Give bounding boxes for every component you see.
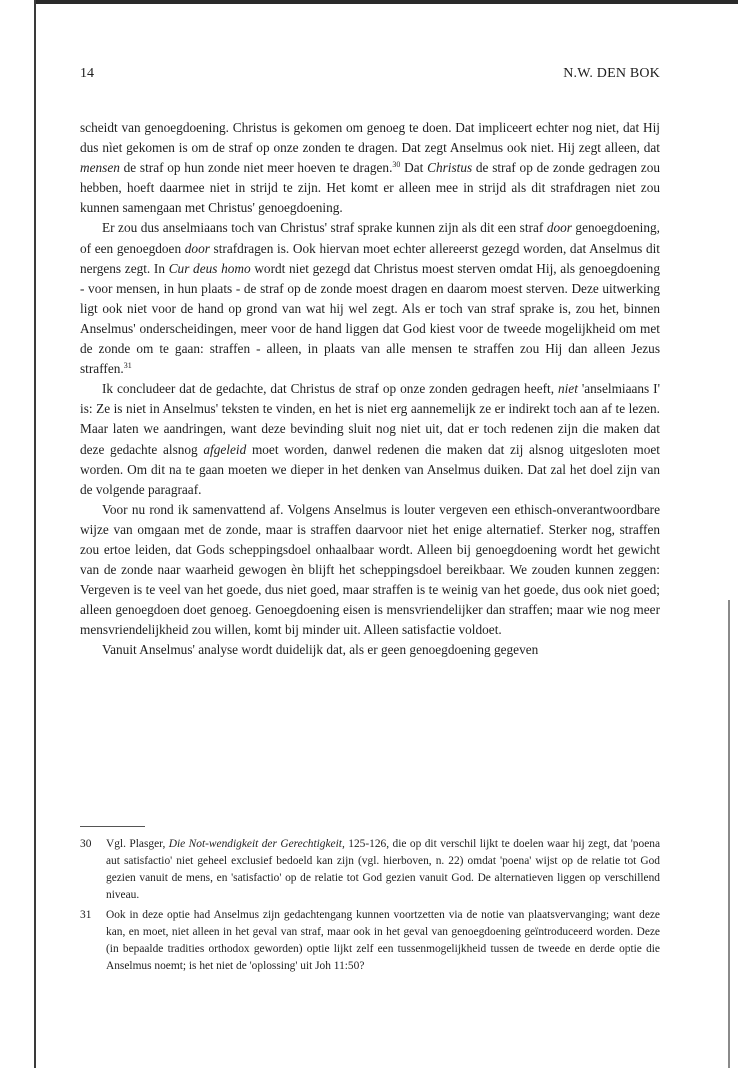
text-run: Voor nu rond ik samenvattend af. Volgens Anselmus is louter vergeven een ethisch-onverantwoordbare wijze van omgaan met de zonde, maar is straffen daarvoor niet het enige alternatief. Sterker nog, straffen zou ertoe leiden, dat Gods scheppingsdoel onhaalbaar wordt. Alleen bij genoegdoening wordt het gewicht van de zonde naar waarheid gewogen èn blijft het scheppingsdoel bereikbaar. We zouden kunnen zeggen: Vergeven is te veel van het goede, dus niet goed, maar straffen is te weinig van het goede, dus ook niet goed; alleen genoegdoen doet genoeg. Genoegdoening eisen is mensvriendelijker dan straffen; maar wie nog meer mensvriendelijkheid zou willen, komt bij minder uit. Alleen satisfactie voldoet. xyxy=(80,501,660,638)
footnote xyxy=(80,907,660,975)
footnote-ref: 30 xyxy=(392,160,401,170)
text-run: de straf op hun zonde niet meer hoeven te dragen. xyxy=(119,160,393,176)
text-run: Ook in deze optie had Anselmus zijn gedachtengang kunnen voortzetten via de notie van plaatsvervanging; want deze kan, en moet, niet alleen in het geval van straf, maar ook in het geval van genoegdoening geïntroduceerd worden. Deze (in bepaalde tradities orthodox geworden) optie lijkt zelf een tussenmogelijkheid tussen de tweede en derde optie die Anselmus noemt; is het niet de 'oplossing' uit Joh 11:50? xyxy=(106,909,660,972)
italic-text: Die Not-wendigkeit der Gerechtigkeit, xyxy=(168,838,345,850)
text-run: Er zou dus anselmiaans toch van Christus' straf sprake kunnen zijn als dit een straf xyxy=(102,220,547,236)
footnote-text xyxy=(106,909,660,972)
text-run: Vanuit Anselmus' analyse wordt duidelijk dat, als er geen genoegdoening gegeven xyxy=(102,642,539,658)
text-run: de straf op de zonde gedragen zou hebben, hoeft daarmee niet in strijd te zijn. Het komt er alleen mee in strijd als dit strafdragen niet zou kunnen samengaan met Christus' genoegdoening. xyxy=(80,160,661,216)
page-number: 14 xyxy=(80,66,94,81)
text-run: Ik concludeer dat de gedachte, dat Christus de straf op onze zonden gedragen heeft, xyxy=(102,381,558,397)
text-run: genoegdoening, of een genoegdoen xyxy=(80,220,660,256)
scan-border-top xyxy=(36,0,738,4)
italic-text: mensen xyxy=(80,160,120,176)
footnote-text xyxy=(106,838,660,901)
text-run: wordt niet gezegd dat Christus moest sterven omdat Hij, als genoegdoening - voor mensen, in hun plaats - de straf op de zonde moest dragen en daarom moest sterven. Deze uitwerking ligt ook niet voor de hand op grond van wat hij wel zegt. Als er toch van straf sprake is, zou het, binnen Anselmus' onderscheidingen, meer voor de hand liggen dat God kiest voor de tweede mogelijkheid om met de zonde om te gaan: straffen - alleen, in plaats van alle mensen te straffen zou Hij dan alleen Jezus straffen. xyxy=(80,260,660,377)
page-header xyxy=(80,66,660,86)
footnotes xyxy=(80,836,660,978)
running-head: N.W. DEN BOK xyxy=(563,66,660,81)
paragraph xyxy=(80,640,660,660)
italic-text: afgeleid xyxy=(203,441,247,457)
italic-text: Christus xyxy=(427,160,473,176)
text-run: Dat xyxy=(400,160,428,176)
footnote-number: 31 xyxy=(80,909,92,921)
text-run: 'anselmiaans I' is: Ze is niet in Anselmus' teksten te vinden, en het is niet erg aannemelijk ze er indirekt toch aan af te lezen. Maar laten we aandringen, want deze bevinding sluit nog niet uit, dat er toch redenen zijn die maken dat deze gedachte alsnog xyxy=(80,381,660,457)
paragraph xyxy=(80,379,660,500)
text-run: scheidt van genoegdoening. Christus is gekomen om genoeg te doen. Dat impliceert echter nog niet, dat Hij dus nìet gekomen is om de straf op onze zonden te dragen. Dat zegt Anselmus ook niet. Hij zegt alleen, dat xyxy=(80,120,660,156)
text-run: Vgl. Plasger, xyxy=(106,838,169,850)
italic-text: niet xyxy=(557,381,578,397)
italic-text: Cur deus homo xyxy=(168,260,251,276)
paragraph xyxy=(80,500,660,641)
italic-text: door xyxy=(184,240,210,256)
paragraph xyxy=(80,218,660,379)
text-run: moet worden, danwel redenen die maken dat zij alsnog uitgesloten moet worden. Om dit na te gaan moeten we dieper in het denken van Anselmus duiken. Dat zal het doel zijn van de volgende paragraaf. xyxy=(80,441,660,497)
footnote xyxy=(80,836,660,904)
scan-border-left xyxy=(34,0,36,1068)
footnote-separator xyxy=(80,826,145,827)
body-text xyxy=(80,118,660,661)
footnote-number: 30 xyxy=(80,838,92,850)
text-run: 125-126, die op dit verschil lijkt te doelen waar hij zegt, dat 'poena aut satisfactio' niet geheel exclusief bedoeld kan zijn (vgl. hierboven, n. 22) omdat 'poena' wijst op de relatie tot God gezien vanuit de mens, en 'satisfactio' op de relatie tot God gezien vanuit God. De alternatieven liggen op verschillend niveau. xyxy=(106,838,661,901)
text-run: strafdragen is. Ook hiervan moet echter allereerst gezegd worden, dat Anselmus dit nergens zegt. In xyxy=(80,240,660,276)
footnote-ref: 31 xyxy=(123,361,132,371)
italic-text: door xyxy=(546,220,572,236)
paragraph xyxy=(80,118,660,218)
scan-border-right xyxy=(728,600,730,1068)
